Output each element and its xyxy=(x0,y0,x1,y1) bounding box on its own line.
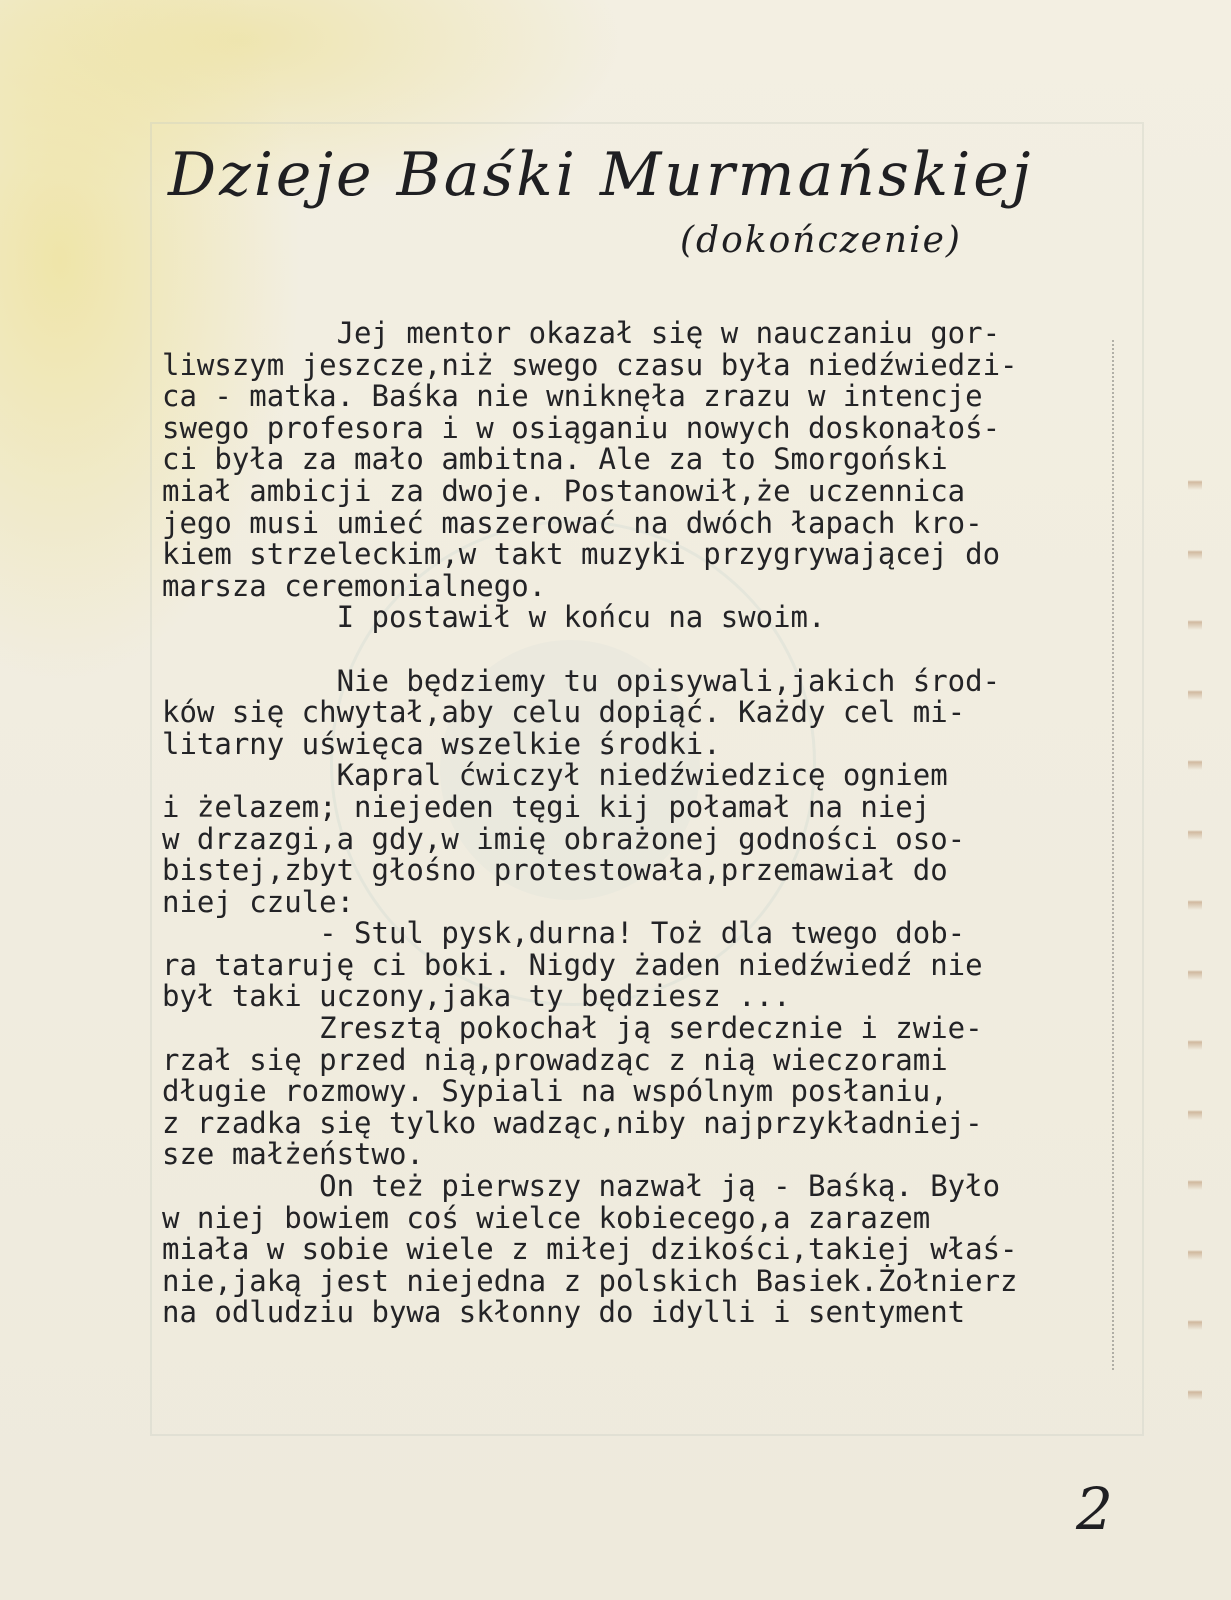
typewritten-body: Jej mentor okazał się w nauczaniu gor- liwszym jeszcze,niż swego czasu była niedźwiedzi- ca - matka. Baśka nie wniknęła zrazu w intencje swego profesora i w osiąganiu nowych doskonałoś- ci była za mało ambitna. Ale za to Smorgoński miał ambicji za dwoje. Postanowił,że uczennica jego musi umieć maszerować na dwóch łapach kro- kiem strzeleckim,w takt muzyki przygrywającej do marsza ceremonialnego. I postawił w końcu na swoim. Nie będziemy tu opisywali,jakich środ- ków się chwytał,aby celu dopiąć. Każdy cel mi- litarny uświęca wszelkie środki. Kapral ćwiczył niedźwiedzicę ogniem i żelazem; niejeden tęgi kij połamał na niej w drzazgi,a gdy,w imię obrażonej godności oso- bistej,zbyt głośno protestowała,przemawiał do niej czule: - Stul pysk,durna! Toż dla twego dob- ra tataruję ci boki. Nigdy żaden niedźwiedź nie był taki uczony,jaka ty będziesz ... Zresztą pokochał ją serdecznie i zwie- rzał się przed nią,prowadząc z nią wieczorami długie rozmowy. Sypiali na wspólnym posłaniu, z rzadka się tylko wadząc,niby najprzykładniej- sze małżeństwo. On też pierwszy nazwał ją - Baśką. Było w niej bowiem coś wielce kobiecego,a zarazem miała w sobie wiele z miłej dzikości,takiej właś- nie,jaką jest niejedna z polskich Basiek.Żołnierz na odludziu bywa skłonny do idylli i sentyment xyxy=(162,316,1018,1330)
page-number: 2 xyxy=(1076,1475,1113,1543)
handwritten-subtitle: (dokończenie) xyxy=(680,220,962,261)
handwritten-title: Dzieje Baśki Murmańskiej xyxy=(168,140,1034,210)
edge-stain xyxy=(1188,420,1202,1420)
